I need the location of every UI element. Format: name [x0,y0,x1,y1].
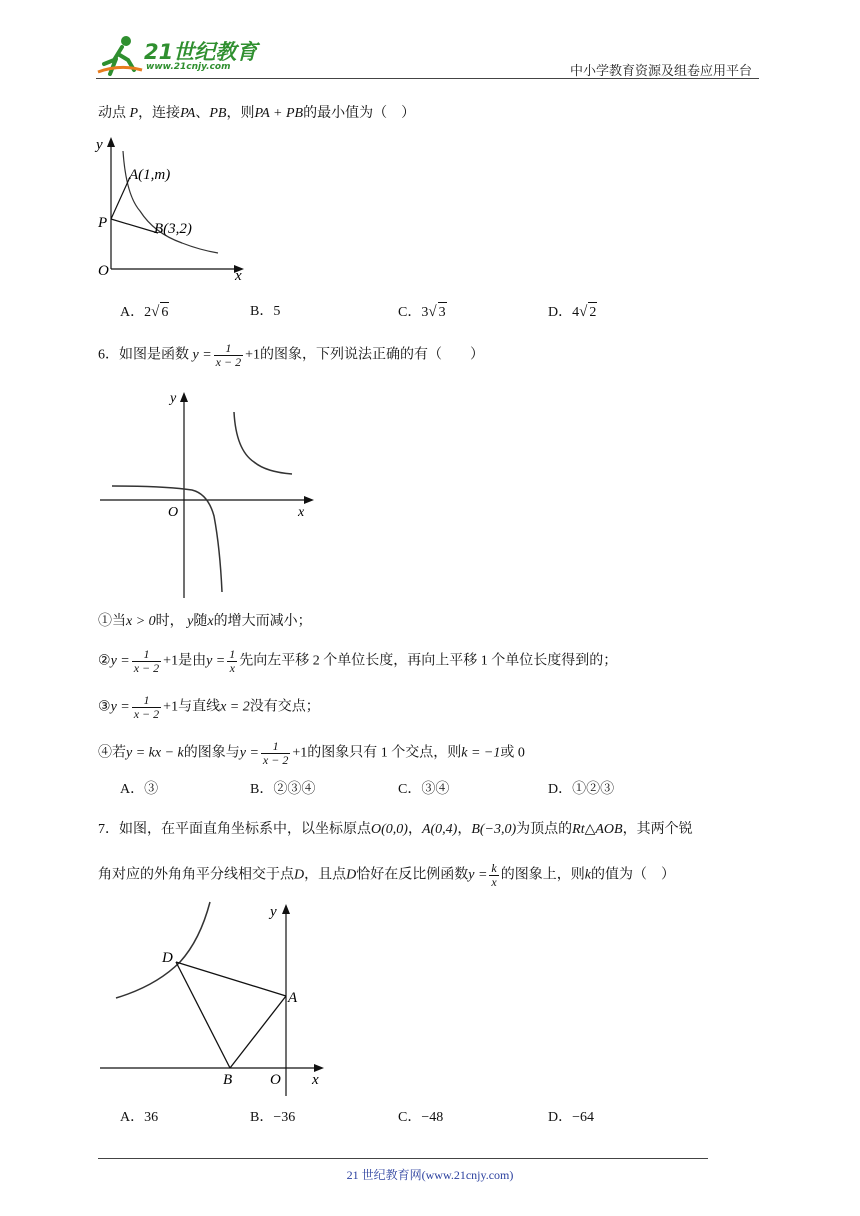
header-logo [96,34,266,78]
q5-fig-b: B(3,2) [154,221,192,237]
q6-fig-o: O [168,505,179,520]
q6-fig-y: y [170,391,177,406]
header-rule [96,78,759,79]
q5-option-d[interactable]: D．4√ 2 [548,302,597,323]
q6-statement-3: ③y = $\frac{1}{x - 2}$ +1与直线x = 2没有交点； [98,693,320,721]
q6-stem: 6．如图是函数 y = $\frac{1}{x - 2}$ +1的图象，下列说法正确的有（ ） [98,341,485,369]
q7-option-a[interactable]: A．36 [120,1110,159,1125]
q5-fig-p: P [98,215,108,231]
q7-fig-d: D [162,950,173,966]
q6-statement-2: ②y = $\frac{1}{x - 2}$ +1是由y = $\frac{1}{x}$ 先向左平移 2 个单位长度，再向上平移 1 个单位长度得到的； [98,647,618,675]
q6-statement-1: ①当x > 0时， y随x的增大而减小； [98,614,312,629]
q5-option-a[interactable]: A．2√ 6 [120,302,169,323]
q5-fig-a: A(1,m) [129,167,171,183]
q7-option-c[interactable]: C．−48 [398,1110,444,1125]
q6-option-c[interactable]: C．③④ [398,782,450,797]
q7-option-d[interactable]: D．−64 [548,1110,595,1125]
q7-figure [96,898,332,1098]
q7-option-b[interactable]: B．−36 [250,1110,296,1125]
q6-figure [96,388,316,600]
logo-url: www.21cnjy.com [146,62,231,72]
q5-fig-x: x [235,268,242,283]
q5-fig-o: O [98,263,109,279]
q7-fig-a: A [288,990,298,1006]
q5-figure [92,135,252,283]
header-platform-text: 中小学教育资源及组卷应用平台 [570,63,753,78]
q6-statement-4: ④若y = kx − k的图象与y = $\frac{1}{x - 2}$ +1的图象只有 1 个交点，则k = −1或 0 [98,739,525,767]
logo-title: 21世纪教育 [144,40,258,64]
runner-logo-icon [96,34,144,78]
footer-rule [98,1158,708,1159]
q5-fig-y: y [96,137,103,153]
q5-stem: 动点 P，连接PA、PB，则PA + PB的最小值为（ ） [98,106,416,121]
q7-fig-o: O [270,1072,281,1088]
q6-fig-x: x [298,505,305,520]
q6-option-a[interactable]: A．③ [120,782,159,797]
q7-fig-x: x [312,1072,319,1088]
q5-option-b[interactable]: B．5 [250,304,281,319]
footer-link[interactable]: 21 世纪教育网(www.21cnjy.com) [346,1168,514,1182]
q6-option-b[interactable]: B．②③④ [250,782,316,797]
q7-stem-line1: 7．如图，在平面直角坐标系中，以坐标原点O(0,0)，A(0,4)，B(−3,0)为顶点的Rt△AOB，其两个锐 [98,822,693,837]
q7-fig-b: B [223,1072,233,1088]
q5-option-c[interactable]: C．3√ 3 [398,302,447,323]
q6-option-d[interactable]: D．①②③ [548,782,615,797]
q7-fig-y: y [270,904,277,920]
q7-stem-line2: 角对应的外角角平分线相交于点D，且点D恰好在反比例函数y = $\frac{k}{x}$ 的图象上，则k的值为（ ） [98,861,675,889]
